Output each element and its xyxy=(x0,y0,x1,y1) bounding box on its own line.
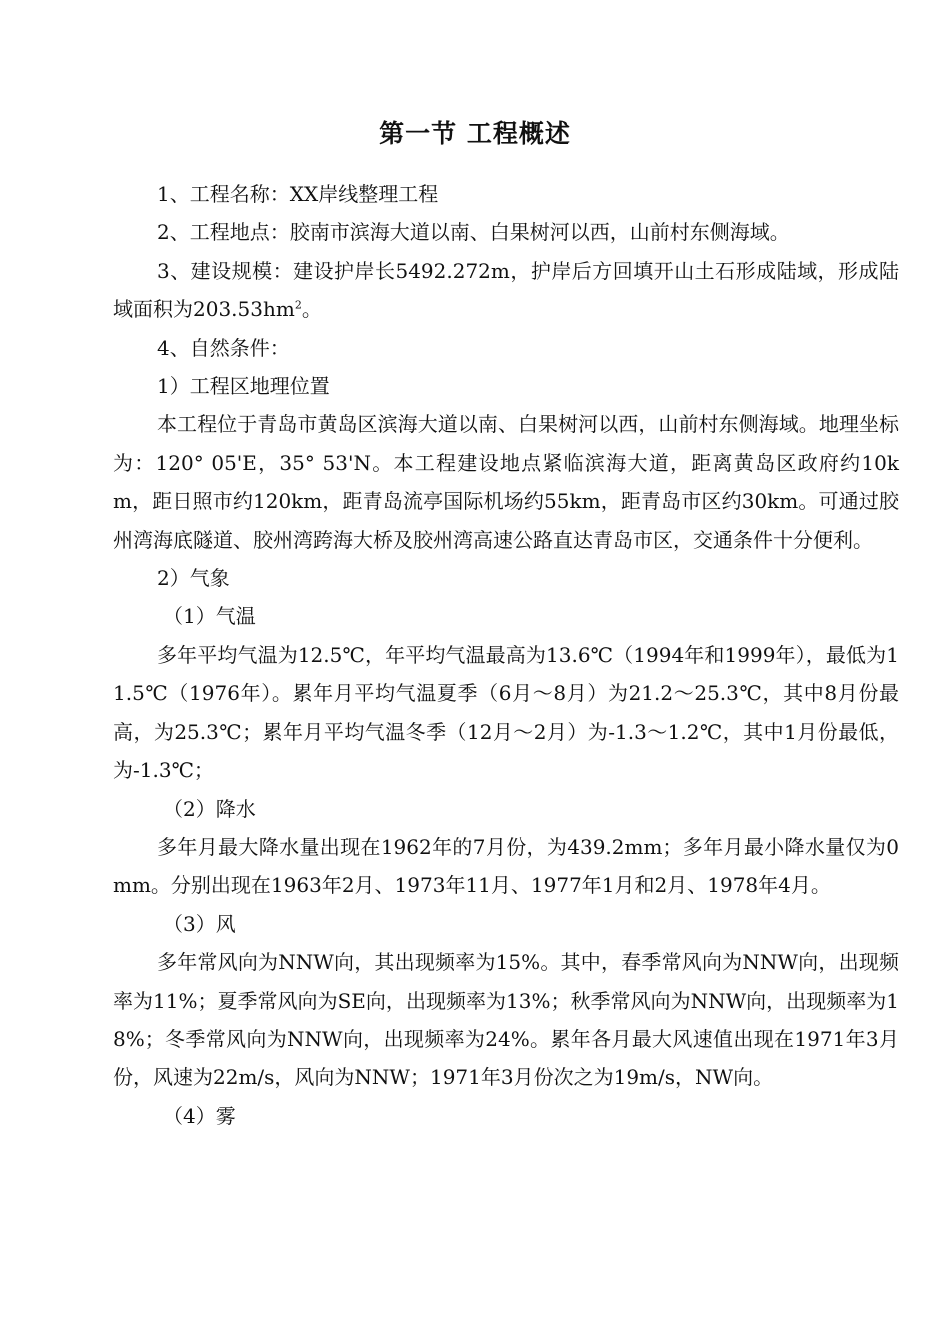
fog-heading: （4）雾 xyxy=(163,1103,236,1128)
project-location-paragraph: 2、工程地点：胶南市滨海大道以南、白果树河以西，山前村东侧海域。 xyxy=(157,220,790,245)
area-unit-superscript: 2 xyxy=(294,298,302,312)
document-body xyxy=(113,175,899,1135)
weather-heading: 2）气象 xyxy=(157,566,230,591)
wind-paragraph: 多年常风向为NNW向，其出现频率为15%。其中，春季常风向为NNW向，出现频率为11%；夏季常风向为SE向，出现频率为13%；秋季常风向为NNW向，出现频率为18%；冬季常风向为NNW向，出现频率为24%。累年各月最大风速值出现在1971年3月份，风速为22m/s，风向为NNW；1971年3月份次之为19m/s，NW向。 xyxy=(113,950,899,1090)
construction-scale-end: 。 xyxy=(301,297,322,322)
precipitation-paragraph: 多年月最大降水量出现在1962年的7月份，为439.2mm；多年月最小降水量仅为0mm。分别出现在1963年2月、1973年11月、1977年1月和2月、1978年4月。 xyxy=(113,834,899,898)
location-heading: 1）工程区地理位置 xyxy=(157,374,330,399)
wind-heading: （3）风 xyxy=(163,911,236,936)
natural-conditions-heading: 4、自然条件： xyxy=(157,335,290,360)
section-title: 第一节 工程概述 xyxy=(379,119,571,148)
construction-scale-paragraph xyxy=(113,252,899,329)
precipitation-heading: （2）降水 xyxy=(163,796,256,821)
temperature-heading: （1）气温 xyxy=(163,604,256,629)
temperature-paragraph: 多年平均气温为12.5℃，年平均气温最高为13.6℃（1994年和1999年），最低为11.5℃（1976年）。累年月平均气温夏季（6月～8月）为21.2～25.3℃，其中8月份最高，为25.3℃；累年月平均气温冬季（12月～2月）为-1.3～1.2℃，其中1月份最低，为-1.3℃； xyxy=(113,642,899,783)
location-paragraph: 本工程位于青岛市黄岛区滨海大道以南、白果树河以西，山前村东侧海域。地理坐标为：120° 05'E，35° 53'N。本工程建设地点紧临滨海大道，距离黄岛区政府约10km，距日照市约120km，距青岛流亭国际机场约55km，距青岛市区约30km。可通过胶州湾海底隧道、胶州湾跨海大桥及胶州湾高速公路直达青岛市区，交通条件十分便利。 xyxy=(113,412,899,552)
project-name-paragraph: 1、工程名称：XX岸线整理工程 xyxy=(157,182,439,206)
construction-scale-text: 3、建设规模：建设护岸长5492.272m，护岸后方回填开山土石形成陆域，形成陆域面积为203.53hm xyxy=(113,258,899,322)
